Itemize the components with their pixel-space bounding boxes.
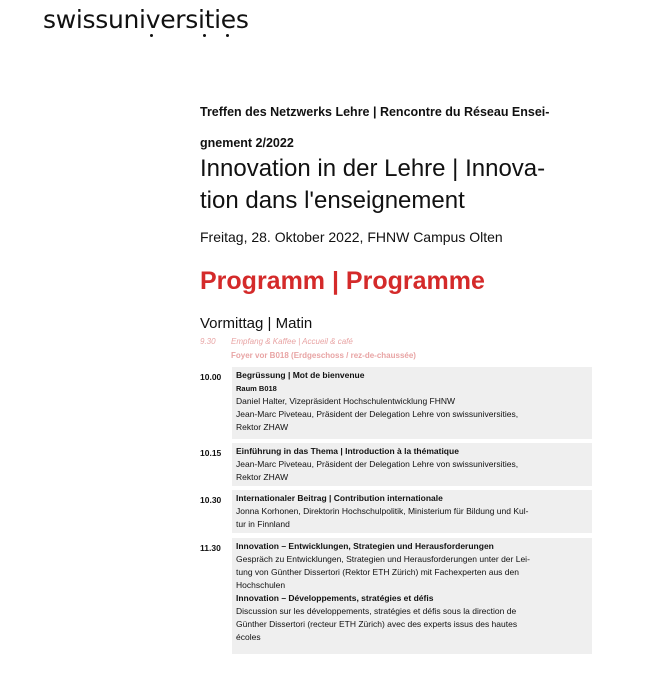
programme-heading: Programm | Programme xyxy=(200,267,485,295)
agenda-item xyxy=(232,490,592,533)
item-title: Innovation – Entwicklungen, Strategien und Herausforderungen xyxy=(236,541,494,551)
event-title-line1: Innovation in der Lehre | Innova- xyxy=(200,155,546,182)
item-line: Daniel Halter, Vizepräsident Hochschulentwicklung FHNW xyxy=(236,396,456,406)
event-title xyxy=(200,153,620,217)
item-line: Gespräch zu Entwicklungen, Strategien und Herausforderungen unter der Lei- xyxy=(236,554,530,564)
swissuniversities-logo: swissuniversities xyxy=(43,5,249,34)
item-line: Hochschulen xyxy=(236,580,286,590)
item-title: Begrüssung | Mot de bienvenue xyxy=(236,370,365,380)
item-time: 10.30 xyxy=(200,495,222,505)
item-line: Jonna Korhonen, Direktorin Hochschulpolitik, Ministerium für Bildung und Kul- xyxy=(236,506,529,516)
event-title-line2: tion dans l'enseignement xyxy=(200,187,465,214)
item-line: Rektor ZHAW xyxy=(236,472,289,482)
item-room: Raum B018 xyxy=(236,384,277,393)
item-line: écoles xyxy=(236,632,261,642)
item-line: Jean-Marc Piveteau, Präsident der Delegation Lehre von swissuniversities, xyxy=(236,409,519,419)
item-title-fr: Innovation – Développements, stratégies et défis xyxy=(236,593,434,603)
event-date: Freitag, 28. Oktober 2022, FHNW Campus Olten xyxy=(200,229,503,245)
pre-item-time: 9.30 xyxy=(200,337,216,346)
agenda-item xyxy=(232,367,592,439)
agenda-item xyxy=(232,538,592,654)
agenda-item xyxy=(232,443,592,486)
item-time: 10.15 xyxy=(200,448,222,458)
item-time: 11.30 xyxy=(200,543,221,553)
item-line: tung von Günther Dissertori (Rektor ETH Zürich) mit Fachexperten aus den xyxy=(236,567,519,577)
session-heading: Vormittag | Matin xyxy=(200,315,313,332)
item-line: Discussion sur les développements, stratégies et défis sous la direction de xyxy=(236,606,517,616)
item-title: Internationaler Beitrag | Contribution internationale xyxy=(236,493,443,503)
item-title: Einführung in das Thema | Introduction à la thématique xyxy=(236,446,459,456)
item-line: Jean-Marc Piveteau, Präsident der Delegation Lehre von swissuniversities, xyxy=(236,459,519,469)
pre-item-text: Empfang & Kaffee | Accueil & café xyxy=(231,337,353,346)
logo-dots xyxy=(43,34,253,40)
item-time: 10.00 xyxy=(200,372,222,382)
meeting-title-line2: gnement 2/2022 xyxy=(200,136,294,150)
meeting-title-line1: Treffen des Netzwerks Lehre | Rencontre du Réseau Ensei- xyxy=(200,105,550,119)
item-line: Günther Dissertori (recteur ETH Zürich) avec des experts issus des hautes xyxy=(236,619,518,629)
pre-item-room: Foyer vor B018 (Erdgeschoss / rez-de-chaussée) xyxy=(231,351,416,360)
item-line: tur in Finnland xyxy=(236,519,290,529)
item-line: Rektor ZHAW xyxy=(236,422,289,432)
